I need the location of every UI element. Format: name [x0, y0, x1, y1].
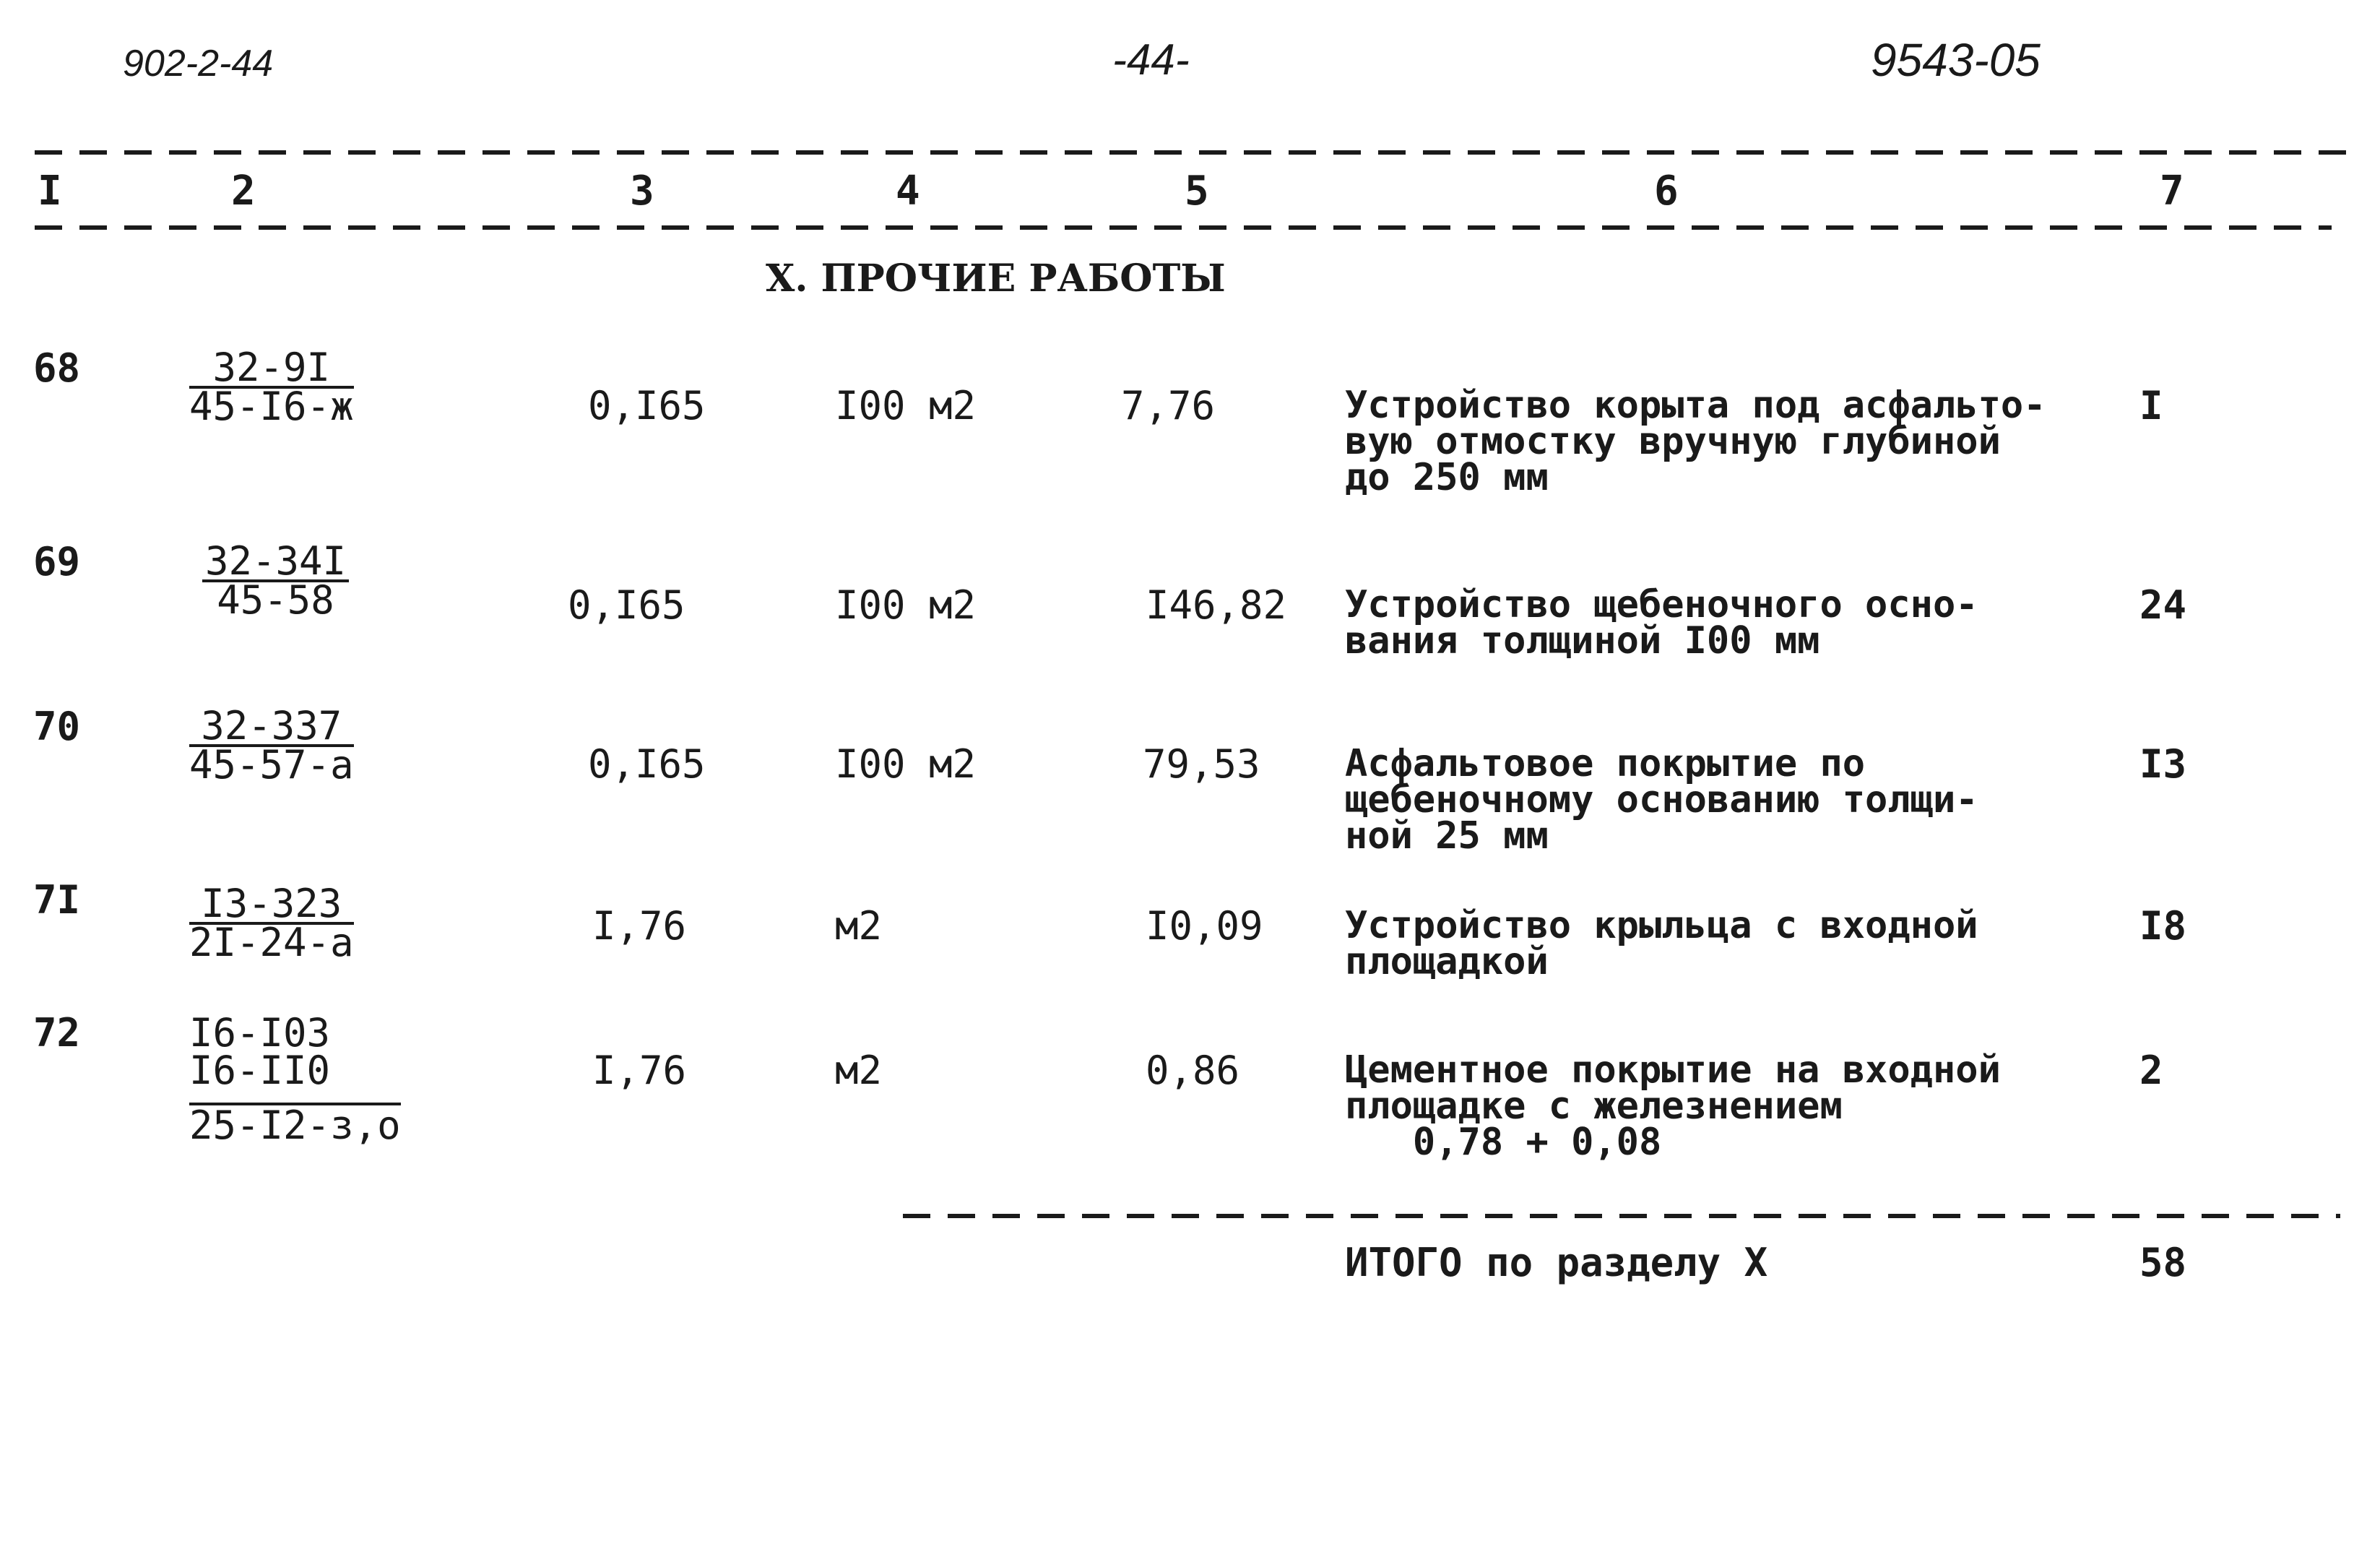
unit-price: 79,53: [1143, 741, 1260, 787]
column-number-6: 6: [1654, 168, 1679, 215]
unit: м2: [835, 1048, 883, 1093]
norm-code-top: 32-9I: [189, 350, 354, 389]
quantity: 0,I65: [588, 741, 706, 787]
row-number: 7I: [33, 877, 81, 923]
norm-code: [189, 703, 354, 788]
norm-code-bottom: 45-57-а: [189, 742, 354, 788]
quantity: 0,I65: [568, 582, 685, 628]
work-description: Асфальтовое покрытие по щебеночному основанию толщи- ной 25 мм: [1345, 742, 1978, 858]
norm-code-top: 32-337: [189, 708, 354, 747]
work-description: Устройство крыльца с входной площадкой: [1345, 904, 1978, 983]
header-top-rule: [35, 150, 2346, 155]
row-total: I: [2139, 383, 2163, 428]
column-number-1: I: [38, 168, 62, 215]
norm-code-bottom: 25-I2-з,о: [189, 1103, 401, 1148]
header-bottom-rule: [35, 225, 2332, 230]
unit-price: I46,82: [1146, 582, 1287, 628]
column-number-3: 3: [630, 168, 654, 215]
row-total: 2: [2139, 1048, 2163, 1093]
column-number-4: 4: [896, 168, 920, 215]
column-number-2: 2: [231, 168, 256, 215]
column-number-7: 7: [2160, 168, 2184, 215]
document-number: 9543-05: [1871, 34, 2041, 86]
norm-code: [189, 881, 354, 965]
quantity: 0,I65: [588, 383, 706, 428]
norm-code-top: I3-323: [189, 886, 354, 925]
summary-total: 58: [2139, 1240, 2187, 1285]
page-number: -44-: [1112, 35, 1190, 84]
row-number: 72: [33, 1010, 81, 1056]
project-code: 902-2-44: [123, 43, 274, 85]
row-number: 70: [33, 704, 81, 749]
norm-code: [189, 345, 354, 429]
norm-code-bottom: 45-58: [217, 577, 334, 623]
work-description: Устройство щебеночного осно- вания толщиной I00 мм: [1345, 583, 1978, 663]
unit: I00 м2: [835, 741, 977, 787]
unit: I00 м2: [835, 582, 977, 628]
norm-code-line-2: I6-II0: [189, 1048, 331, 1093]
norm-code-top: 32-34I: [202, 543, 349, 582]
work-description: Устройство корыта под асфальто- вую отмостку вручную глубиной до 250 мм: [1345, 384, 2046, 499]
unit: I00 м2: [835, 383, 977, 428]
unit-price: 7,76: [1121, 383, 1216, 428]
row-total: 24: [2139, 582, 2187, 628]
quantity: I,76: [592, 903, 687, 949]
norm-code: [202, 538, 349, 623]
row-total: I8: [2139, 903, 2187, 949]
quantity: I,76: [592, 1048, 687, 1093]
norm-code-bottom: 2I-24-а: [189, 920, 354, 965]
norm-code-line-1: I6-I03: [189, 1010, 331, 1056]
row-total: I3: [2139, 741, 2187, 787]
unit-price: 0,86: [1146, 1048, 1240, 1093]
column-number-5: 5: [1185, 168, 1209, 215]
unit-price: I0,09: [1146, 903, 1263, 949]
norm-code-bottom: 45-I6-ж: [189, 384, 354, 429]
row-number: 69: [33, 539, 81, 585]
row-number: 68: [33, 345, 81, 391]
summary-label: ИТОГО по разделу X: [1345, 1240, 1768, 1285]
unit: м2: [835, 903, 883, 949]
summary-rule: [903, 1214, 2340, 1218]
section-title: X. ПРОЧИЕ РАБОТЫ: [766, 256, 1226, 301]
work-description: Цементное покрытие на входной площадке с железнением 0,78 + 0,08: [1345, 1048, 2001, 1164]
